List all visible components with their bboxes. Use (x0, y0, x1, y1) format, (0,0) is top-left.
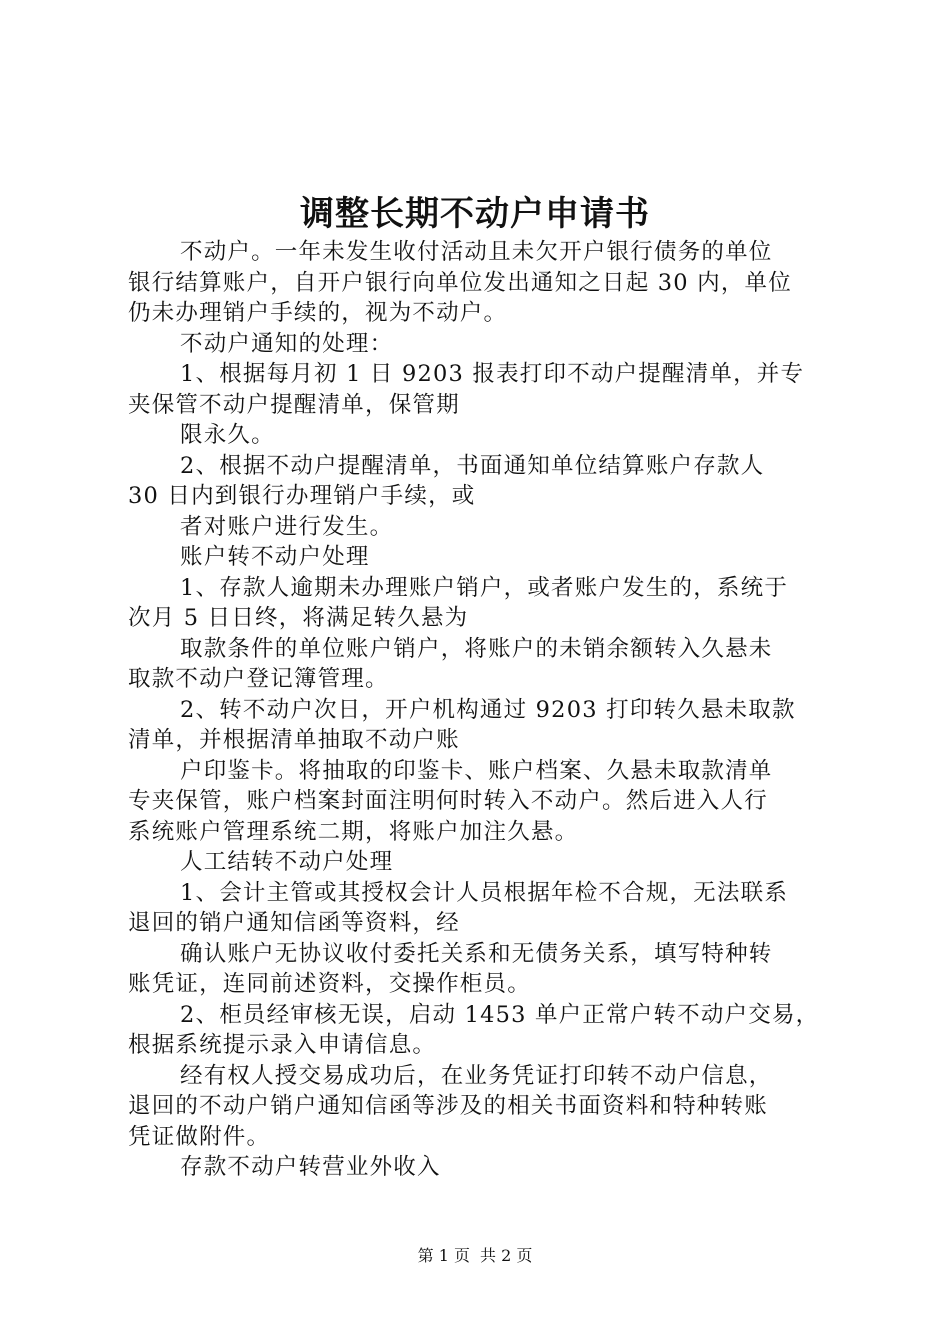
document-body (128, 237, 840, 1183)
paragraph-line: 取款条件的单位账户销户，将账户的未销余额转入久悬未 (180, 635, 773, 662)
paragraph-line: 清单，并根据清单抽取不动户账 (128, 727, 460, 753)
paragraph-line: 专夹保管，账户档案封面注明何时转入不动户。然后进入人行 (128, 788, 768, 814)
paragraph-line: 银行结算账户，自开户银行向单位发出通知之日起 30 内，单位 (128, 269, 792, 296)
document-title: 调整长期不动户申请书 (300, 194, 650, 234)
paragraph-line: 1、存款人逾期未办理账户销户，或者账户发生的，系统于 (180, 574, 789, 601)
paragraph-line: 2、柜员经审核无误，启动 1453 单户正常户转不动户交易， (180, 1001, 820, 1028)
paragraph-line: 退回的销户通知信函等资料，经 (128, 910, 460, 936)
page-footer (0, 1243, 950, 1266)
paragraph-line: 1、会计主管或其授权会计人员根据年检不合规，无法联系 (180, 879, 789, 906)
section-heading: 账户转不动户处理 (180, 544, 370, 570)
paragraph-line: 30 日内到银行办理销户手续，或 (128, 483, 476, 509)
paragraph-line: 2、根据不动户提醒清单，书面通知单位结算账户存款人 (180, 452, 765, 479)
paragraph-line: 凭证做附件。 (128, 1123, 271, 1150)
paragraph-line: 夹保管不动户提醒清单，保管期 (128, 391, 460, 418)
paragraph-line: 次月 5 日日终，将满足转久悬为 (128, 605, 469, 631)
paragraph-line: 2、转不动户次日，开户机构通过 9203 打印转久悬未取款 (180, 696, 796, 723)
page-number: 第 1 页 (417, 1246, 470, 1265)
paragraph-line: 根据系统提示录入申请信息。 (128, 1032, 437, 1058)
section-heading: 不动户通知的处理： (180, 330, 394, 357)
paragraph-line: 者对账户进行发生。 (180, 513, 394, 540)
paragraph-line: 户印鉴卡。将抽取的印鉴卡、账户档案、久悬未取款清单 (180, 757, 773, 784)
paragraph-line: 账凭证，连同前述资料，交操作柜员。 (128, 971, 531, 997)
section-heading: 存款不动户转营业外收入 (180, 1154, 441, 1180)
paragraph-line: 1、根据每月初 1 日 9203 报表打印不动户提醒清单，并专 (180, 361, 805, 387)
paragraph-line: 限永久。 (180, 422, 275, 448)
paragraph-line: 仍未办理销户手续的，视为不动户。 (128, 300, 508, 326)
section-heading: 人工结转不动户处理 (180, 849, 394, 875)
paragraph-line: 退回的不动户销户通知信函等涉及的相关书面资料和特种转账 (128, 1093, 768, 1119)
paragraph-line: 取款不动户登记簿管理。 (128, 666, 389, 692)
paragraph-line: 经有权人授交易成功后，在业务凭证打印转不动户信息， (180, 1062, 773, 1089)
paragraph-line: 系统账户管理系统二期，将账户加注久悬。 (128, 818, 579, 845)
paragraph-line: 不动户。一年未发生收付活动且未欠开户银行债务的单位 (180, 239, 773, 265)
page-total: 共 2 页 (480, 1246, 533, 1265)
paragraph-line: 确认账户无协议收付委托关系和无债务关系，填写特种转 (180, 940, 773, 967)
